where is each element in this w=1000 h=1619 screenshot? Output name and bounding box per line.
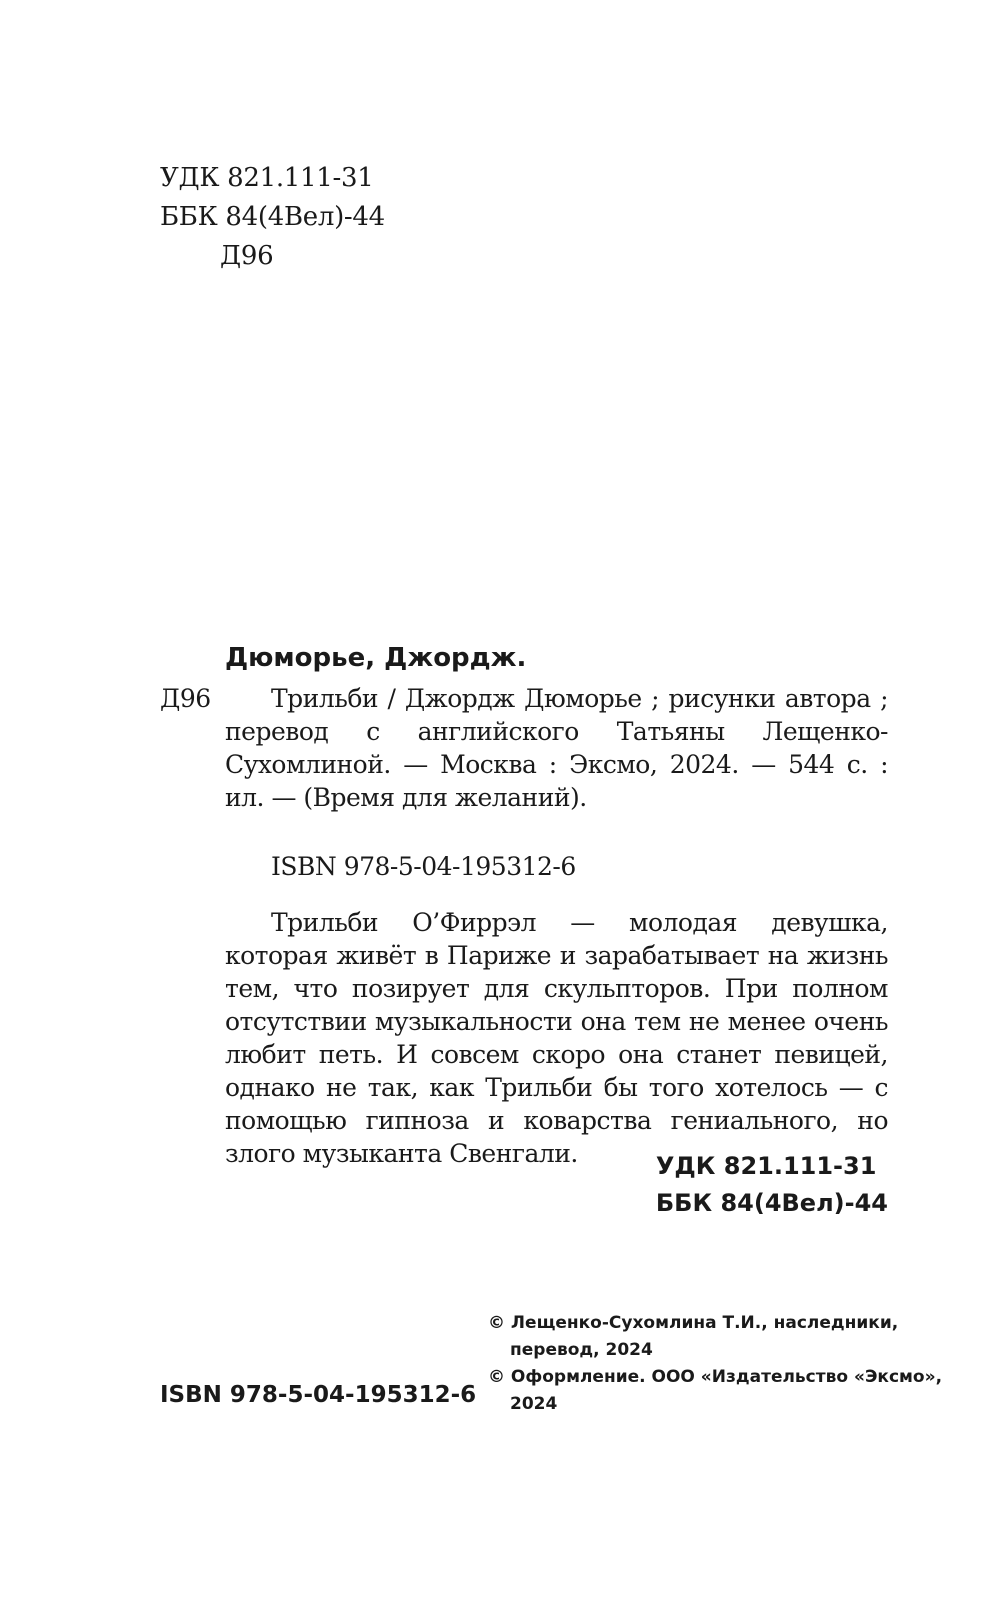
- isbn-footer: ISBN 978-5-04-195312-6: [160, 1382, 477, 1408]
- copyright-translation-line2: перевод, 2024: [510, 1340, 653, 1360]
- author-heading: Дюморье, Джордж.: [225, 643, 527, 673]
- copyright-translation-line1: © Лещенко-Сухомлина Т.И., наследники,: [488, 1313, 899, 1333]
- copyright-block: [488, 1310, 942, 1418]
- udk-code-bottom: УДК 821.111-31: [655, 1152, 877, 1180]
- udk-code-top: УДК 821.111-31: [160, 163, 374, 193]
- bbk-code-bottom: ББК 84(4Вел)-44: [655, 1189, 888, 1217]
- copyright-design-line1: © Оформление. ООО «Издательство «Эксмо»,: [488, 1367, 943, 1387]
- bibliographic-description: Трильби / Джордж Дюморье ; рисунки автора ; перевод с английского Татьяны Лещенко-Сухомлиной. — Москва : Эксмо, 2024. — 544 с. : ил. — (Время для желаний).: [225, 684, 888, 812]
- copyright-design-line2: 2024: [510, 1394, 558, 1414]
- bbk-code-top: ББК 84(4Вел)-44: [160, 202, 385, 232]
- author-sign-top: Д96: [220, 241, 274, 271]
- author-sign-entry: Д96: [160, 684, 211, 713]
- isbn-entry: ISBN 978-5-04-195312-6: [271, 852, 576, 881]
- classification-codes-bottom: [656, 1148, 888, 1222]
- annotation: Трильби О’Фиррэл — молодая девушка, которая живёт в Париже и зарабатывает на жизнь тем, что позирует для скульпторов. При полном отсутствии музыкальности она тем не менее очень любит петь. И совсем скоро она станет певицей, однако не так, как Трильби бы того хотелось — с помощью гипноза и коварства гениального, но злого музыканта Свенгали.: [225, 908, 888, 1168]
